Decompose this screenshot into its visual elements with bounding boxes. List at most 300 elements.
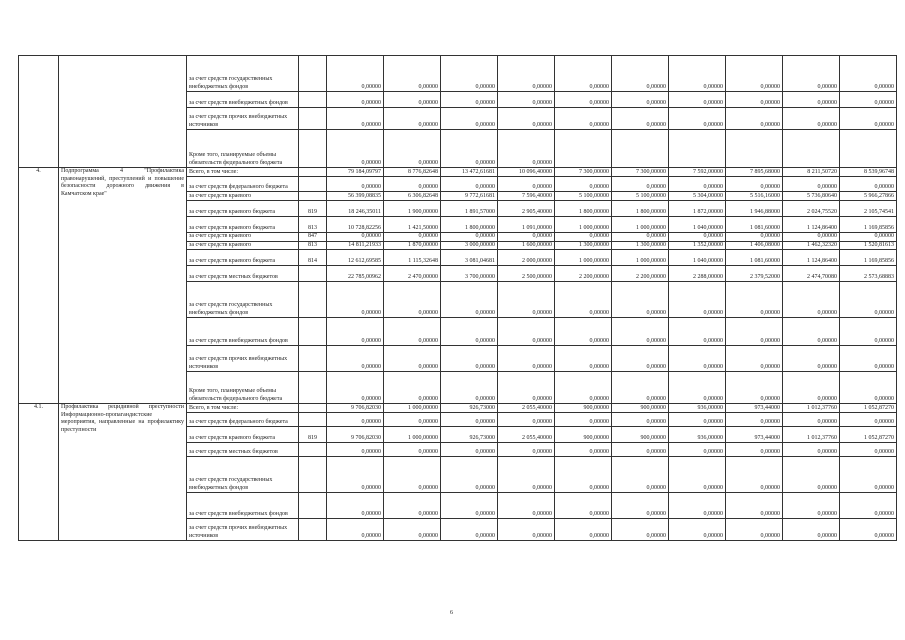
value-cell: 1 012,37760 xyxy=(783,427,840,443)
budget-code-cell xyxy=(299,404,327,413)
value-cell: 0,00000 xyxy=(441,318,498,346)
table-row xyxy=(19,168,897,177)
value-cell: 1 800,00000 xyxy=(555,201,612,217)
funding-source-cell: Всего, в том числе: xyxy=(187,168,299,177)
value-cell: 0,00000 xyxy=(726,493,783,519)
value-cell: 1 169,85856 xyxy=(840,217,897,233)
value-cell: 0,00000 xyxy=(498,443,555,457)
value-cell: 0,00000 xyxy=(726,282,783,318)
value-cell: 0,00000 xyxy=(441,130,498,168)
value-cell: 0,00000 xyxy=(441,177,498,192)
value-cell: 1 000,00000 xyxy=(612,217,669,233)
value-cell: 5 966,27866 xyxy=(840,192,897,201)
value-cell: 0,00000 xyxy=(669,233,726,242)
value-cell: 1 406,08000 xyxy=(726,241,783,250)
table-row xyxy=(19,56,897,92)
value-cell: 0,00000 xyxy=(726,372,783,404)
value-cell: 926,73000 xyxy=(441,404,498,413)
funding-source-cell: за счет средств государственных внебюджетных фондов xyxy=(187,282,299,318)
funding-source-cell: Всего, в том числе: xyxy=(187,404,299,413)
value-cell: 0,00000 xyxy=(783,457,840,493)
value-cell: 0,00000 xyxy=(555,177,612,192)
value-cell: 0,00000 xyxy=(384,108,441,130)
value-cell: 14 811,21933 xyxy=(327,241,384,250)
funding-source-cell: за счет средств краевого xyxy=(187,241,299,250)
funding-source-cell: за счет средств краевого бюджета xyxy=(187,201,299,217)
value-cell: 0,00000 xyxy=(783,108,840,130)
value-cell: 0,00000 xyxy=(669,346,726,372)
value-cell: 0,00000 xyxy=(726,56,783,92)
value-cell: 0,00000 xyxy=(384,56,441,92)
budget-code-cell xyxy=(299,192,327,201)
value-cell: 0,00000 xyxy=(783,443,840,457)
value-cell: 0,00000 xyxy=(726,108,783,130)
budget-code-cell: 819 xyxy=(299,201,327,217)
value-cell: 0,00000 xyxy=(612,108,669,130)
value-cell: 0,00000 xyxy=(555,493,612,519)
budget-code-cell xyxy=(299,130,327,168)
value-cell: 2 105,74541 xyxy=(840,201,897,217)
value-cell: 0,00000 xyxy=(783,493,840,519)
budget-code-cell xyxy=(299,168,327,177)
value-cell: 0,00000 xyxy=(327,233,384,242)
value-cell: 0,00000 xyxy=(783,92,840,108)
program-name-cell xyxy=(59,56,187,168)
value-cell: 0,00000 xyxy=(498,177,555,192)
value-cell: 1 421,50000 xyxy=(384,217,441,233)
value-cell: 2 288,00000 xyxy=(669,266,726,282)
value-cell: 0,00000 xyxy=(384,457,441,493)
value-cell: 1 946,88000 xyxy=(726,201,783,217)
value-cell: 1 040,00000 xyxy=(669,217,726,233)
value-cell: 3 000,00000 xyxy=(441,241,498,250)
value-cell: 0,00000 xyxy=(327,282,384,318)
value-cell: 1 081,60000 xyxy=(726,250,783,266)
value-cell: 900,00000 xyxy=(612,427,669,443)
value-cell: 5 516,16000 xyxy=(726,192,783,201)
value-cell: 0,00000 xyxy=(840,92,897,108)
funding-source-cell: за счет средств внебюджетных фондов xyxy=(187,318,299,346)
value-cell: 0,00000 xyxy=(840,457,897,493)
value-cell: 0,00000 xyxy=(840,177,897,192)
value-cell: 1 872,00000 xyxy=(669,201,726,217)
value-cell: 3 700,00000 xyxy=(441,266,498,282)
budget-code-cell xyxy=(299,318,327,346)
funding-source-cell: за счет средств краевого бюджета xyxy=(187,250,299,266)
value-cell: 7 300,00000 xyxy=(555,168,612,177)
value-cell: 0,00000 xyxy=(783,519,840,541)
value-cell: 0,00000 xyxy=(840,56,897,92)
budget-code-cell xyxy=(299,266,327,282)
value-cell: 0,00000 xyxy=(555,318,612,346)
funding-source-cell: за счет средств федерального бюджета xyxy=(187,177,299,192)
value-cell: 0,00000 xyxy=(669,92,726,108)
budget-code-cell xyxy=(299,177,327,192)
budget-code-cell xyxy=(299,372,327,404)
value-cell: 0,00000 xyxy=(840,372,897,404)
value-cell: 0,00000 xyxy=(327,130,384,168)
value-cell: 8 539,96748 xyxy=(840,168,897,177)
value-cell: 900,00000 xyxy=(612,404,669,413)
value-cell: 0,00000 xyxy=(669,282,726,318)
value-cell: 0,00000 xyxy=(327,413,384,427)
budget-code-cell xyxy=(299,346,327,372)
value-cell: 1 870,00000 xyxy=(384,241,441,250)
value-cell: 1 052,87270 xyxy=(840,404,897,413)
value-cell: 0,00000 xyxy=(612,346,669,372)
value-cell: 2 200,00000 xyxy=(555,266,612,282)
value-cell: 1 800,00000 xyxy=(441,217,498,233)
value-cell: 79 184,09797 xyxy=(327,168,384,177)
value-cell: 2 200,00000 xyxy=(612,266,669,282)
value-cell: 2 573,68883 xyxy=(840,266,897,282)
value-cell: 0,00000 xyxy=(612,443,669,457)
value-cell: 1 000,00000 xyxy=(384,427,441,443)
funding-source-cell: за счет средств внебюджетных фондов xyxy=(187,493,299,519)
value-cell xyxy=(726,130,783,168)
value-cell: 0,00000 xyxy=(783,413,840,427)
value-cell: 0,00000 xyxy=(498,346,555,372)
budget-code-cell: 819 xyxy=(299,427,327,443)
value-cell: 0,00000 xyxy=(498,519,555,541)
value-cell: 56 399,08835 xyxy=(327,192,384,201)
value-cell: 1 091,00000 xyxy=(498,217,555,233)
value-cell: 0,00000 xyxy=(384,282,441,318)
value-cell: 0,00000 xyxy=(612,282,669,318)
value-cell: 0,00000 xyxy=(612,457,669,493)
value-cell: 0,00000 xyxy=(555,457,612,493)
value-cell: 0,00000 xyxy=(840,318,897,346)
budget-code-cell xyxy=(299,443,327,457)
value-cell: 0,00000 xyxy=(726,92,783,108)
value-cell: 1 520,81613 xyxy=(840,241,897,250)
value-cell: 2 500,00000 xyxy=(498,266,555,282)
funding-source-cell: за счет средств краевого бюджета xyxy=(187,427,299,443)
value-cell: 1 600,00000 xyxy=(498,241,555,250)
value-cell: 0,00000 xyxy=(612,233,669,242)
value-cell xyxy=(555,130,612,168)
value-cell: 0,00000 xyxy=(555,233,612,242)
budget-code-cell xyxy=(299,56,327,92)
value-cell: 0,00000 xyxy=(498,92,555,108)
value-cell: 0,00000 xyxy=(669,443,726,457)
value-cell: 0,00000 xyxy=(498,108,555,130)
value-cell: 1 169,85856 xyxy=(840,250,897,266)
value-cell: 0,00000 xyxy=(669,318,726,346)
value-cell: 0,00000 xyxy=(555,56,612,92)
value-cell: 0,00000 xyxy=(441,346,498,372)
value-cell: 5 100,00000 xyxy=(555,192,612,201)
program-index-cell: 4. xyxy=(19,168,59,404)
value-cell xyxy=(783,130,840,168)
value-cell: 3 081,04681 xyxy=(441,250,498,266)
value-cell xyxy=(669,130,726,168)
value-cell: 0,00000 xyxy=(441,413,498,427)
value-cell: 18 246,35011 xyxy=(327,201,384,217)
value-cell: 0,00000 xyxy=(840,108,897,130)
value-cell: 0,00000 xyxy=(726,177,783,192)
value-cell: 0,00000 xyxy=(726,233,783,242)
value-cell: 0,00000 xyxy=(726,457,783,493)
value-cell: 0,00000 xyxy=(441,92,498,108)
value-cell: 7 592,00000 xyxy=(669,168,726,177)
value-cell: 1 012,37760 xyxy=(783,404,840,413)
value-cell: 0,00000 xyxy=(669,457,726,493)
value-cell: 7 300,00000 xyxy=(612,168,669,177)
value-cell: 5 304,00000 xyxy=(669,192,726,201)
value-cell: 0,00000 xyxy=(441,282,498,318)
program-name-cell: Подпрограмма 4 "Профилактика правонарушений, преступлений и повышение безопасности дорожного движения в Камчатском крае" xyxy=(59,168,187,404)
value-cell: 0,00000 xyxy=(384,92,441,108)
value-cell xyxy=(840,130,897,168)
value-cell: 973,44000 xyxy=(726,404,783,413)
value-cell: 0,00000 xyxy=(669,519,726,541)
value-cell: 0,00000 xyxy=(327,493,384,519)
value-cell: 900,00000 xyxy=(555,427,612,443)
value-cell: 0,00000 xyxy=(327,177,384,192)
value-cell: 2 000,00000 xyxy=(498,250,555,266)
value-cell: 0,00000 xyxy=(783,282,840,318)
funding-source-cell: за счет средств государственных внебюджетных фондов xyxy=(187,56,299,92)
value-cell: 0,00000 xyxy=(783,56,840,92)
value-cell: 5 100,00000 xyxy=(612,192,669,201)
budget-code-cell xyxy=(299,413,327,427)
value-cell: 0,00000 xyxy=(555,282,612,318)
budget-code-cell xyxy=(299,108,327,130)
value-cell: 0,00000 xyxy=(441,56,498,92)
value-cell: 0,00000 xyxy=(840,519,897,541)
value-cell: 6 306,82648 xyxy=(384,192,441,201)
value-cell: 1 040,00000 xyxy=(669,250,726,266)
value-cell: 0,00000 xyxy=(327,346,384,372)
value-cell: 1 000,00000 xyxy=(384,404,441,413)
value-cell: 1 462,32320 xyxy=(783,241,840,250)
value-cell: 9 706,82030 xyxy=(327,427,384,443)
value-cell: 0,00000 xyxy=(384,519,441,541)
funding-source-cell: за счет средств местных бюджетов xyxy=(187,266,299,282)
value-cell: 0,00000 xyxy=(726,346,783,372)
value-cell: 5 736,80640 xyxy=(783,192,840,201)
value-cell: 0,00000 xyxy=(498,130,555,168)
value-cell: 1 891,57000 xyxy=(441,201,498,217)
program-index-cell xyxy=(19,56,59,168)
value-cell: 936,00000 xyxy=(669,404,726,413)
value-cell: 2 905,40000 xyxy=(498,201,555,217)
value-cell: 0,00000 xyxy=(327,457,384,493)
value-cell: 0,00000 xyxy=(783,318,840,346)
value-cell: 0,00000 xyxy=(384,233,441,242)
value-cell: 0,00000 xyxy=(726,413,783,427)
funding-source-cell: Кроме того, планируемые объемы обязательств федерального бюджета xyxy=(187,130,299,168)
value-cell: 1 115,32648 xyxy=(384,250,441,266)
value-cell: 0,00000 xyxy=(498,282,555,318)
value-cell: 0,00000 xyxy=(384,318,441,346)
funding-source-cell: за счет средств прочих внебюджетных источников xyxy=(187,346,299,372)
table-row xyxy=(19,404,897,413)
value-cell: 0,00000 xyxy=(498,233,555,242)
value-cell: 0,00000 xyxy=(783,372,840,404)
value-cell: 12 612,69585 xyxy=(327,250,384,266)
value-cell: 0,00000 xyxy=(669,413,726,427)
value-cell: 0,00000 xyxy=(498,457,555,493)
funding-source-cell: за счет средств федерального бюджета xyxy=(187,413,299,427)
value-cell: 2 055,40000 xyxy=(498,427,555,443)
value-cell: 0,00000 xyxy=(498,318,555,346)
program-index-cell: 4.1. xyxy=(19,404,59,541)
value-cell: 0,00000 xyxy=(555,413,612,427)
value-cell: 2 470,00000 xyxy=(384,266,441,282)
value-cell: 0,00000 xyxy=(327,92,384,108)
value-cell: 1 300,00000 xyxy=(612,241,669,250)
value-cell: 0,00000 xyxy=(669,177,726,192)
value-cell: 0,00000 xyxy=(783,233,840,242)
value-cell: 1 052,87270 xyxy=(840,427,897,443)
value-cell: 0,00000 xyxy=(612,372,669,404)
value-cell: 9 772,61681 xyxy=(441,192,498,201)
value-cell: 0,00000 xyxy=(327,519,384,541)
value-cell: 0,00000 xyxy=(669,56,726,92)
value-cell: 1 124,86400 xyxy=(783,217,840,233)
funding-source-cell: за счет средств краевого бюджета xyxy=(187,217,299,233)
value-cell: 1 000,00000 xyxy=(555,217,612,233)
value-cell: 0,00000 xyxy=(384,413,441,427)
value-cell: 7 895,68000 xyxy=(726,168,783,177)
value-cell xyxy=(612,130,669,168)
budget-table-container xyxy=(18,55,894,541)
value-cell: 0,00000 xyxy=(669,372,726,404)
value-cell: 2 055,40000 xyxy=(498,404,555,413)
value-cell: 1 352,00000 xyxy=(669,241,726,250)
value-cell: 1 124,86400 xyxy=(783,250,840,266)
value-cell: 0,00000 xyxy=(840,282,897,318)
value-cell: 0,00000 xyxy=(327,372,384,404)
value-cell: 0,00000 xyxy=(783,177,840,192)
value-cell: 0,00000 xyxy=(555,92,612,108)
value-cell: 0,00000 xyxy=(555,108,612,130)
program-name-cell: Профилактика рецидивной преступности Информационно-пропагандистские мероприятия, направленные на профилактику преступности xyxy=(59,404,187,541)
budget-code-cell xyxy=(299,457,327,493)
budget-code-cell xyxy=(299,519,327,541)
value-cell: 0,00000 xyxy=(726,519,783,541)
page-number: 6 xyxy=(450,610,453,616)
value-cell: 0,00000 xyxy=(840,443,897,457)
value-cell: 1 900,00000 xyxy=(384,201,441,217)
value-cell: 0,00000 xyxy=(555,519,612,541)
value-cell: 1 000,00000 xyxy=(612,250,669,266)
value-cell: 900,00000 xyxy=(555,404,612,413)
value-cell: 0,00000 xyxy=(441,443,498,457)
value-cell: 0,00000 xyxy=(612,519,669,541)
value-cell: 926,73000 xyxy=(441,427,498,443)
value-cell: 0,00000 xyxy=(384,177,441,192)
value-cell: 1 300,00000 xyxy=(555,241,612,250)
value-cell: 2 024,75520 xyxy=(783,201,840,217)
funding-source-cell: за счет средств местных бюджетов xyxy=(187,443,299,457)
value-cell: 0,00000 xyxy=(726,443,783,457)
budget-code-cell: 813 xyxy=(299,241,327,250)
value-cell: 0,00000 xyxy=(384,443,441,457)
value-cell: 0,00000 xyxy=(840,493,897,519)
value-cell: 0,00000 xyxy=(840,233,897,242)
value-cell: 0,00000 xyxy=(441,372,498,404)
value-cell: 0,00000 xyxy=(840,346,897,372)
value-cell: 9 706,82030 xyxy=(327,404,384,413)
value-cell: 0,00000 xyxy=(555,443,612,457)
budget-table-body xyxy=(19,56,897,541)
value-cell: 0,00000 xyxy=(498,413,555,427)
value-cell: 0,00000 xyxy=(612,413,669,427)
value-cell: 2 379,52000 xyxy=(726,266,783,282)
value-cell: 1 800,00000 xyxy=(612,201,669,217)
value-cell: 0,00000 xyxy=(327,108,384,130)
budget-code-cell xyxy=(299,493,327,519)
value-cell: 1 000,00000 xyxy=(555,250,612,266)
value-cell: 0,00000 xyxy=(669,108,726,130)
budget-code-cell: 814 xyxy=(299,250,327,266)
value-cell: 0,00000 xyxy=(441,519,498,541)
value-cell: 2 474,70080 xyxy=(783,266,840,282)
value-cell: 0,00000 xyxy=(441,233,498,242)
funding-source-cell: за счет средств краевого xyxy=(187,233,299,242)
value-cell: 0,00000 xyxy=(498,493,555,519)
value-cell: 0,00000 xyxy=(612,318,669,346)
funding-source-cell: за счет средств прочих внебюджетных источников xyxy=(187,519,299,541)
value-cell: 0,00000 xyxy=(726,318,783,346)
budget-code-cell: 813 xyxy=(299,217,327,233)
value-cell: 0,00000 xyxy=(441,108,498,130)
value-cell: 7 596,40000 xyxy=(498,192,555,201)
value-cell: 0,00000 xyxy=(612,56,669,92)
value-cell: 0,00000 xyxy=(384,346,441,372)
value-cell: 0,00000 xyxy=(441,493,498,519)
value-cell: 1 081,60000 xyxy=(726,217,783,233)
value-cell: 0,00000 xyxy=(555,346,612,372)
value-cell: 0,00000 xyxy=(384,130,441,168)
budget-code-cell xyxy=(299,282,327,318)
value-cell: 0,00000 xyxy=(612,493,669,519)
value-cell: 0,00000 xyxy=(669,493,726,519)
value-cell: 8 776,82648 xyxy=(384,168,441,177)
funding-source-cell: Кроме того, планируемые объемы обязательств федерального бюджета xyxy=(187,372,299,404)
value-cell: 0,00000 xyxy=(327,443,384,457)
value-cell: 0,00000 xyxy=(327,56,384,92)
value-cell: 973,44000 xyxy=(726,427,783,443)
value-cell: 0,00000 xyxy=(384,493,441,519)
value-cell: 0,00000 xyxy=(612,177,669,192)
value-cell: 0,00000 xyxy=(612,92,669,108)
budget-table xyxy=(18,55,897,541)
value-cell: 0,00000 xyxy=(441,457,498,493)
value-cell: 0,00000 xyxy=(555,372,612,404)
budget-code-cell: 847 xyxy=(299,233,327,242)
value-cell: 0,00000 xyxy=(840,413,897,427)
value-cell: 10 728,82256 xyxy=(327,217,384,233)
value-cell: 0,00000 xyxy=(498,56,555,92)
value-cell: 936,00000 xyxy=(669,427,726,443)
funding-source-cell: за счет средств государственных внебюджетных фондов xyxy=(187,457,299,493)
value-cell: 0,00000 xyxy=(498,372,555,404)
funding-source-cell: за счет средств внебюджетных фондов xyxy=(187,92,299,108)
value-cell: 13 472,61681 xyxy=(441,168,498,177)
value-cell: 0,00000 xyxy=(783,346,840,372)
value-cell: 10 096,40000 xyxy=(498,168,555,177)
value-cell: 8 211,50720 xyxy=(783,168,840,177)
value-cell: 0,00000 xyxy=(327,318,384,346)
funding-source-cell: за счет средств краевого xyxy=(187,192,299,201)
value-cell: 0,00000 xyxy=(384,372,441,404)
budget-code-cell xyxy=(299,92,327,108)
funding-source-cell: за счет средств прочих внебюджетных источников xyxy=(187,108,299,130)
